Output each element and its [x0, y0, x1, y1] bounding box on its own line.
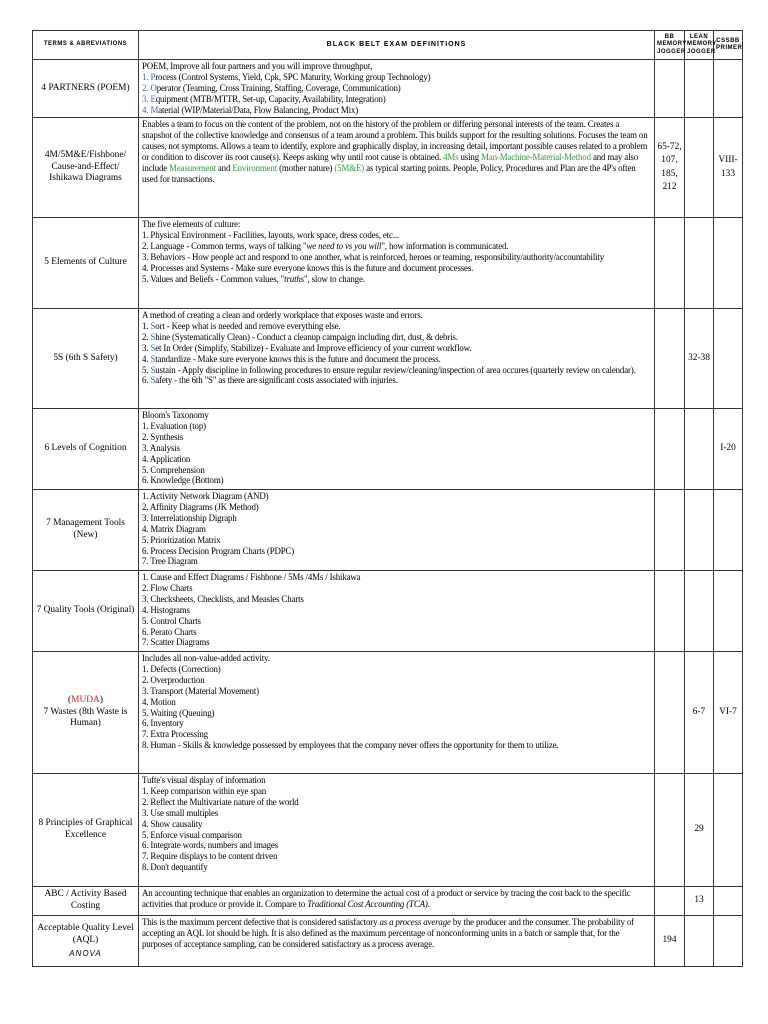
definition-line: 8. Don't dequantify: [142, 862, 208, 873]
table-row: [33, 652, 743, 774]
lean-memory-jogger-ref: 13: [685, 887, 714, 916]
table-row: [33, 60, 743, 118]
definition-cell: [139, 309, 655, 409]
bb-memory-jogger-ref: [655, 490, 685, 571]
definition-cell: [139, 916, 655, 967]
bb-memory-jogger-ref: 65-72, 107, 185, 212: [655, 118, 685, 218]
definition-line: 6. Perato Charts: [142, 626, 197, 637]
lean-memory-jogger-ref: [685, 218, 714, 309]
lean-memory-jogger-ref: [685, 409, 714, 490]
term-label: Acceptable Quality Level (AQL): [37, 922, 134, 945]
definition-cell: [139, 409, 655, 490]
definition-line: 4. Histograms: [142, 604, 190, 615]
table-row: [33, 118, 743, 218]
term-cell: 4 PARTNERS (POEM): [33, 60, 139, 118]
definition-line: 4. Motion: [142, 696, 176, 707]
term-label: 7 Wastes (8th Waste is Human): [43, 706, 128, 729]
definition-line: 5. Enforce visual comparison: [142, 829, 242, 840]
lean-memory-jogger-ref: 32-38: [685, 309, 714, 409]
header-terms: TERMS & ABREVIATIONS: [33, 31, 139, 60]
highlight-measurement: Measurement: [169, 162, 216, 173]
definition-line: 3. Checksheets, Checklists, and Measles Charts: [142, 593, 304, 604]
table-row: [33, 887, 743, 916]
definitions-sheet: [32, 30, 742, 967]
cssbb-primer-ref: [714, 774, 743, 887]
definition-line: 1. Activity Network Diagram (AND): [142, 491, 269, 501]
term-cell: 5 Elements of Culture: [33, 218, 139, 309]
definition-cell: [139, 490, 655, 571]
header-definitions: BLACK BELT EXAM DEFINITIONS: [139, 31, 655, 60]
definition-line: 5. Prioritization Matrix: [142, 534, 221, 545]
lean-memory-jogger-ref: [685, 490, 714, 571]
definition-line: 7. Scatter Diagrams: [142, 637, 210, 648]
definition-paragraph: Enables a team to focus on the content of the problem, not on the history of the problem or differing personal interests of the team. Creates a snapshot of the collective knowledge and consensus of a team around a problem. This builds support for the resulting solutions. Focuses the team on causes, not symptoms. Allows a team to identify, explore and graphically display, in increasing detail, important possible causes related to a problem or condition to discover its root cause(s). Keeps asking why until root cause is obtained. 4Ms using Man-Machine-Material-Method and may also include Measurement and Environment (mother nature) (5M&E) as typical starting points. People, Policy, Procedures and Plan are the 4P's often used for transactions.: [142, 119, 648, 184]
muda-label: (MUDA): [68, 694, 103, 705]
definition-line: 6. Knowledge (Bottom): [142, 475, 224, 486]
definition-line: 4. Matrix Diagram: [142, 523, 206, 534]
bb-memory-jogger-ref: [655, 887, 685, 916]
definition-line: 3. Behaviors - How people act and respond to one another, what is reinforced, heroes or teaming, responsibility/authority/accountability: [142, 251, 605, 262]
definition-line: 7. Extra Processing: [142, 729, 208, 740]
term-cell: ABC / Activity Based Costing: [33, 887, 139, 916]
definitions-table: [32, 30, 743, 967]
definition-cell: [139, 60, 655, 118]
cssbb-primer-ref: [714, 916, 743, 967]
bb-memory-jogger-ref: [655, 60, 685, 118]
definition-cell: [139, 118, 655, 218]
bb-memory-jogger-ref: [655, 652, 685, 774]
definition-line: 3. Use small multiples: [142, 807, 219, 818]
highlight-environment: Environment: [232, 162, 278, 173]
definition-line: 8. Human - Skills & knowledge possessed by employees that the company never offers the opportunity for them to utilize.: [142, 740, 559, 751]
cssbb-primer-ref: VIII-133: [714, 118, 743, 218]
cssbb-primer-ref: [714, 218, 743, 309]
definition-line: 5. Control Charts: [142, 615, 201, 626]
bb-memory-jogger-ref: [655, 571, 685, 652]
table-row: [33, 309, 743, 409]
definition-line: 2. Shine (Systematically Clean) - Conduct a cleanup campaign including dirt, dust, & debris.: [142, 331, 458, 342]
highlight-5me: (5M&E): [334, 162, 365, 173]
definition-line: 6. Process Decision Program Charts (PDPC): [142, 545, 295, 556]
definition-line: 1. Process (Control Systems, Yield, Cpk, SPC Maturity, Working group Technology): [142, 71, 431, 82]
definition-line: 3. Analysis: [142, 442, 180, 453]
lean-memory-jogger-ref: 6-7: [685, 652, 714, 774]
cssbb-primer-ref: VI-7: [714, 652, 743, 774]
definition-line: 4. Standardize - Make sure everyone knows this is the future and document the process.: [142, 353, 441, 364]
term-cell: 7 Quality Tools (Original): [33, 571, 139, 652]
header-cssbb-primer: CSSBB PRIMER: [714, 31, 743, 60]
bb-memory-jogger-ref: 194: [655, 916, 685, 967]
definition-line: 1. Evaluation (top): [142, 420, 206, 431]
definition-paragraph: An accounting technique that enables an organization to determine the actual cost of a product or service by tracing the cost back to the specific activities that produce or provide it. Compare to Traditional Cost Accounting (TCA).: [142, 888, 631, 909]
header-lean-memory-jogger: LEAN MEMORY JOGGER: [685, 31, 714, 60]
definition-line: 3. Equipment (MTB/MTTR, Set-up, Capacity, Availability, Integration): [142, 93, 386, 104]
definition-line: 3. Transport (Material Movement): [142, 685, 259, 696]
term-cell: 6 Levels of Cognition: [33, 409, 139, 490]
term-cell: 5S (6th S Safety): [33, 309, 139, 409]
definition-line: POEM, Improve all four partners and you will improve throughput,: [142, 61, 373, 71]
cssbb-primer-ref: [714, 887, 743, 916]
definition-cell: [139, 774, 655, 887]
table-row: [33, 916, 743, 967]
definition-line: 2. Flow Charts: [142, 582, 193, 593]
definition-line: 1. Keep comparison within eye span: [142, 785, 267, 796]
cssbb-primer-ref: I-20: [714, 409, 743, 490]
cssbb-primer-ref: [714, 571, 743, 652]
definition-paragraph: This is the maximum percent defective that is considered satisfactory as a process average by the producer and the consumer. The probability of accepting an AQL lot should be high. It is also defined as the maximum percentage of nonconforming units in a batch or sample that, for the purposes of acceptance sampling, can be considered satisfactory as a process average.: [142, 917, 634, 949]
definition-line: 3. Set In Order (Simplify, Stabilize) - Evaluate and Improve efficiency of your current workflow.: [142, 342, 472, 353]
cssbb-primer-ref: [714, 490, 743, 571]
definition-line: 1. Defects (Correction): [142, 663, 221, 674]
bb-memory-jogger-ref: [655, 409, 685, 490]
term-cell: 7 Management Tools (New): [33, 490, 139, 571]
definition-line: 4. Show causality: [142, 818, 203, 829]
definition-line: 5. Sustain - Apply discipline in following procedures to ensure regular review/cleaning/inspection of area occures (quarterly review on calendar).: [142, 364, 636, 375]
definition-line: 2. Operator (Teaming, Cross Training, Staffing, Coverage, Communication): [142, 82, 401, 93]
definition-line: The five elements of culture:: [142, 219, 241, 229]
table-header-row: [33, 31, 743, 60]
definition-line: 1. Sort - Keep what is needed and remove everything else.: [142, 320, 341, 331]
term-cell: [33, 652, 139, 774]
definition-line: 5. Waiting (Queuing): [142, 707, 215, 718]
header-bb-memory-jogger: BB MEMORY JOGGER: [655, 31, 685, 60]
definition-cell: [139, 571, 655, 652]
lean-memory-jogger-ref: [685, 916, 714, 967]
definition-line: 2. Language - Common terms, ways of talking "we need to vs you will", how information is communicated.: [142, 240, 509, 251]
cssbb-primer-ref: [714, 309, 743, 409]
table-row: [33, 218, 743, 309]
definition-line: 3. Interrelationship Digraph: [142, 512, 237, 523]
lean-memory-jogger-ref: [685, 118, 714, 218]
definition-line: 4. Application: [142, 453, 191, 464]
bb-memory-jogger-ref: [655, 309, 685, 409]
definition-line: Tufte's visual display of information: [142, 775, 266, 785]
definition-line: 2. Overproduction: [142, 674, 205, 685]
highlight-man-machine: Man-Machine-Material-Method: [481, 151, 591, 162]
definition-line: Includes all non-value-added activity.: [142, 653, 270, 663]
definition-line: 7. Tree Diagram: [142, 556, 198, 567]
definition-cell: [139, 887, 655, 916]
anova-label: ANOVA: [69, 949, 102, 959]
term-cell: [33, 916, 139, 967]
definition-line: 4. Material (WIP/Material/Data, Flow Balancing, Product Mix): [142, 104, 359, 115]
table-row: [33, 490, 743, 571]
bb-memory-jogger-ref: [655, 218, 685, 309]
definition-line: Bloom's Taxonomy: [142, 410, 209, 420]
definition-line: 5. Values and Beliefs - Common values, "truths", slow to change.: [142, 273, 365, 284]
definition-line: A method of creating a clean and orderly workplace that exposes waste and errors.: [142, 310, 423, 320]
table-row: [33, 571, 743, 652]
definition-cell: [139, 652, 655, 774]
table-row: [33, 774, 743, 887]
highlight-4ms: 4Ms: [443, 151, 459, 162]
definition-line: 2. Affinity Diagrams (JK Method): [142, 501, 259, 512]
definition-line: 5. Comprehension: [142, 464, 205, 475]
term-cell: 4M/5M&E/Fishbone/ Cause-and-Effect/ Ishikawa Diagrams: [33, 118, 139, 218]
definition-line: 7. Require displays to be content driven: [142, 851, 278, 862]
definition-line: 2. Reflect the Multivariate nature of the world: [142, 796, 299, 807]
table-row: [33, 409, 743, 490]
lean-memory-jogger-ref: 29: [685, 774, 714, 887]
definition-line: 6. Inventory: [142, 718, 184, 729]
definition-line: 2. Synthesis: [142, 431, 184, 442]
cssbb-primer-ref: [714, 60, 743, 118]
term-cell: 8 Principles of Graphical Excellence: [33, 774, 139, 887]
definition-line: 6. Safety - the 6th "S" as there are significant costs associated with injuries.: [142, 375, 398, 386]
definition-line: 6. Integrate words, numbers and images: [142, 840, 279, 851]
definition-line: 1. Cause and Effect Diagrams / Fishbone / 5Ms /4Ms / Ishikawa: [142, 572, 361, 582]
lean-memory-jogger-ref: [685, 60, 714, 118]
lean-memory-jogger-ref: [685, 571, 714, 652]
definition-line: 4. Processes and Systems - Make sure everyone knows this is the future and document processes.: [142, 262, 474, 273]
definition-line: 1. Physical Environment - Facilities, layouts, work space, dress codes, etc...: [142, 229, 399, 240]
bb-memory-jogger-ref: [655, 774, 685, 887]
definition-cell: [139, 218, 655, 309]
